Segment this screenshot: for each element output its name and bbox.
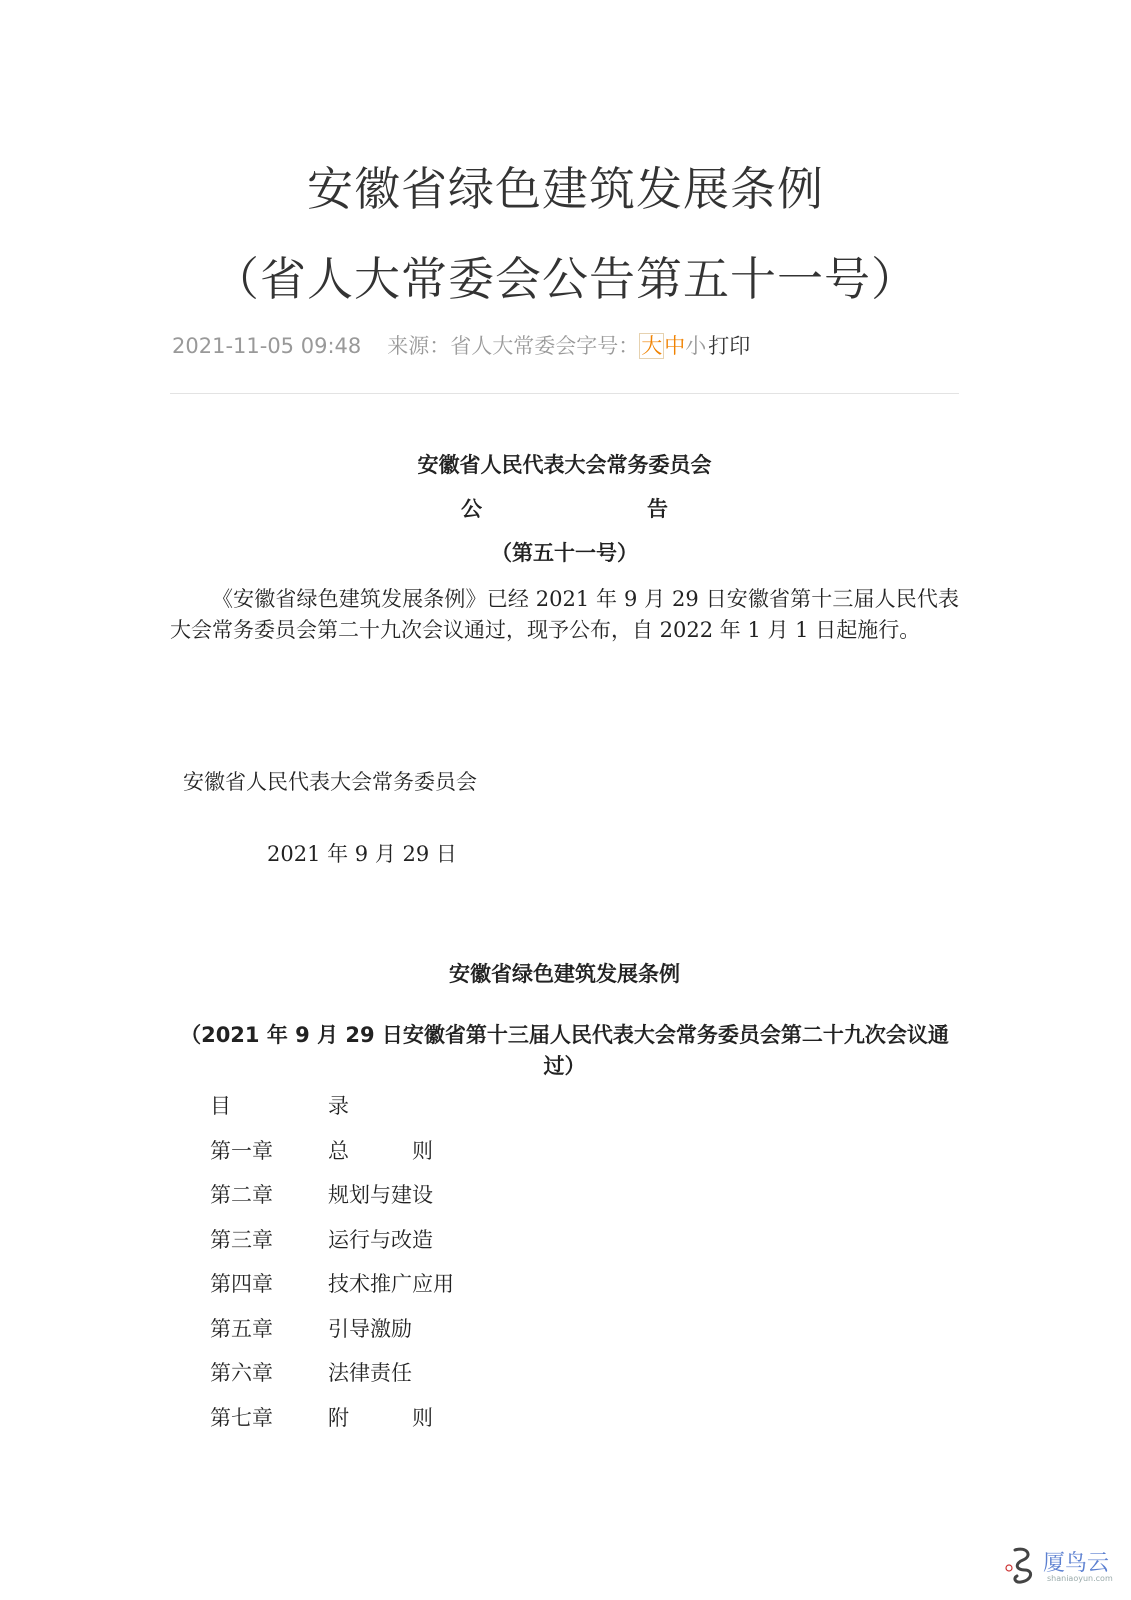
notice-issuer: 安徽省人民代表大会常务委员会 xyxy=(417,453,712,477)
law-subtitle: （2021 年 9 月 29 日安徽省第十三届人民代表大会常务委员会第二十九次会议通过） xyxy=(180,1023,949,1078)
notice-heading-left: 公 xyxy=(461,497,482,521)
chapter-number: 第七章 xyxy=(210,1405,273,1430)
notice-heading-right: 告 xyxy=(647,497,668,521)
notice-body: 《安徽省绿色建筑发展条例》已经 2021 年 9 月 29 日安徽省第十三届人民代表大会常务委员会第二十九次会议通过，现予公布，自 2022 年 1 月 1 日起施行。 xyxy=(170,587,959,642)
chapter-name: 运行与改造 xyxy=(328,1227,433,1252)
notice-date: 2021 年 9 月 29 日 xyxy=(267,842,457,866)
chapter-number: 第六章 xyxy=(210,1361,273,1385)
divider xyxy=(170,393,959,394)
chapter-name: 法律责任 xyxy=(328,1361,412,1385)
publish-date: 2021-11-05 09:48 xyxy=(172,334,362,358)
font-size-medium-button[interactable]: 中 xyxy=(664,334,686,358)
chapter-name: 规划与建设 xyxy=(328,1183,433,1207)
article-source: 来源：省人大常委会 xyxy=(387,334,577,358)
font-size-large-button[interactable]: 大 xyxy=(641,334,663,358)
chapter-name: 引导激励 xyxy=(328,1316,412,1341)
notice-signer: 安徽省人民代表大会常务委员会 xyxy=(183,770,477,794)
font-size-label: 字号： xyxy=(576,334,640,358)
article-subtitle: （省人大常委会公告第五十一号） xyxy=(213,252,918,306)
print-button[interactable]: 打印 xyxy=(708,334,751,358)
law-title: 安徽省绿色建筑发展条例 xyxy=(449,962,680,986)
chapter-name: 技术推广应用 xyxy=(328,1272,454,1296)
watermark-url: shaniaoyun.com xyxy=(1047,1574,1113,1583)
toc-heading-right: 录 xyxy=(328,1094,349,1118)
article-meta xyxy=(172,330,750,360)
chapter-number: 第二章 xyxy=(210,1183,273,1207)
chapter-name: 总 则 xyxy=(328,1138,433,1163)
chapter-number: 第五章 xyxy=(210,1316,273,1341)
article-title: 安徽省绿色建筑发展条例 xyxy=(307,162,824,216)
chapter-number: 第三章 xyxy=(210,1227,273,1252)
chapter-number: 第四章 xyxy=(210,1272,273,1296)
font-size-small-button[interactable]: 小 xyxy=(685,334,707,358)
watermark-name: 厦鸟云 xyxy=(1043,1551,1110,1576)
notice-number: （第五十一号） xyxy=(491,541,638,565)
watermark xyxy=(1003,1542,1113,1590)
chapter-name: 附 则 xyxy=(328,1405,433,1430)
chapter-number: 第一章 xyxy=(210,1138,273,1163)
bird-logo-icon xyxy=(1003,1542,1039,1588)
notice-heading xyxy=(170,493,959,523)
toc-heading-left: 目 xyxy=(210,1094,231,1118)
